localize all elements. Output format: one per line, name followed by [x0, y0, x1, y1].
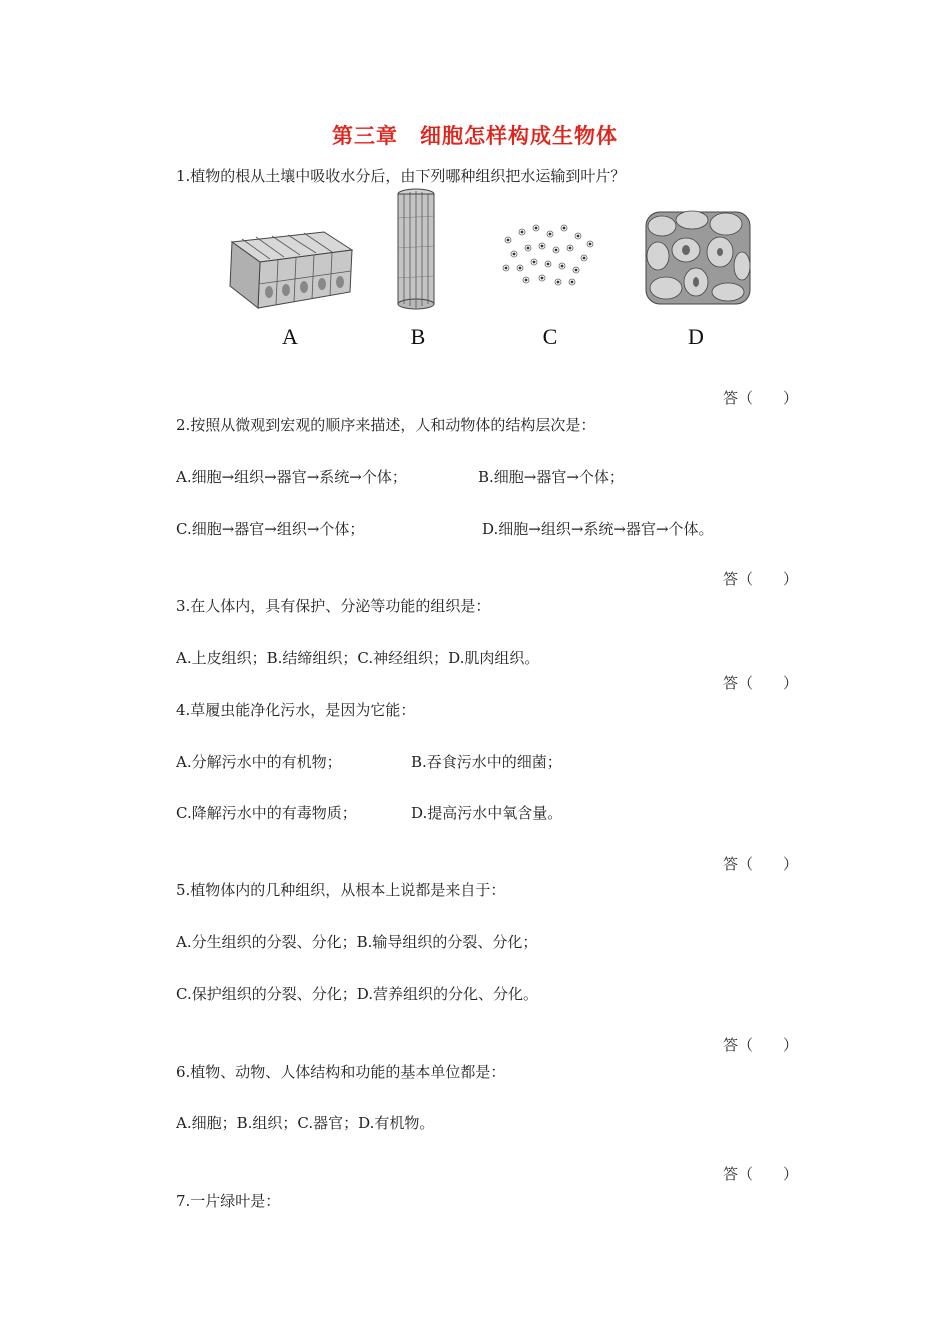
q2-stem: 2.按照从微观到宏观的顺序来描述，人和动物体的结构层次是： — [176, 416, 596, 434]
q4-option-a: A.分解污水中的有机物； — [176, 753, 342, 771]
q4-option-c: C.降解污水中的有毒物质； — [176, 804, 357, 822]
q7-stem: 7.一片绿叶是： — [176, 1192, 281, 1210]
answer-blank-q4[interactable]: 答（ ） — [723, 855, 799, 873]
answer-blank-q6[interactable]: 答（ ） — [723, 1165, 799, 1183]
q2-option-b: B.细胞→器官→个体； — [478, 468, 624, 486]
q4-option-d: D.提高污水中氧含量。 — [411, 804, 563, 822]
q2-option-c: C.细胞→器官→组织→个体； — [176, 520, 365, 538]
q5-stem: 5.植物体内的几种组织，从根本上说都是来自于： — [176, 881, 506, 899]
figure-label-b: B — [410, 324, 426, 349]
figure-b-tissue — [394, 188, 438, 310]
figure-label-d: D — [688, 324, 704, 349]
figure-label-a: A — [282, 324, 298, 349]
figure-a-tissue — [228, 228, 356, 312]
answer-blank-q5[interactable]: 答（ ） — [723, 1036, 799, 1054]
q5-options-line1: A.分生组织的分裂、分化；B.输导组织的分裂、分化； — [176, 933, 538, 951]
figure-d-tissue — [640, 206, 756, 310]
figure-label-c: C — [542, 324, 558, 349]
q3-options: A.上皮组织；B.结缔组织；C.神经组织；D.肌肉组织。 — [176, 649, 540, 667]
answer-blank-q2[interactable]: 答（ ） — [723, 570, 799, 588]
q6-stem: 6.植物、动物、人体结构和功能的基本单位都是： — [176, 1063, 506, 1081]
q5-options-line2: C.保护组织的分裂、分化；D.营养组织的分化、分化。 — [176, 985, 538, 1003]
answer-blank-q1[interactable]: 答（ ） — [723, 389, 799, 407]
figure-c-tissue — [498, 220, 598, 290]
q2-option-a: A.细胞→组织→器官→系统→个体； — [176, 468, 407, 486]
q6-options: A.细胞；B.组织；C.器官；D.有机物。 — [176, 1114, 435, 1132]
q3-stem: 3.在人体内，具有保护、分泌等功能的组织是： — [176, 597, 491, 615]
answer-blank-q3[interactable]: 答（ ） — [723, 674, 799, 692]
q1-stem: 1.植物的根从土壤中吸收水分后，由下列哪种组织把水运输到叶片？ — [176, 167, 626, 185]
q4-option-b: B.吞食污水中的细菌； — [411, 753, 562, 771]
page-title: 第三章 细胞怎样构成生物体 — [332, 124, 618, 148]
q4-stem: 4.草履虫能净化污水，是因为它能： — [176, 701, 416, 719]
q2-option-d: D.细胞→组织→系统→器官→个体。 — [482, 520, 714, 538]
